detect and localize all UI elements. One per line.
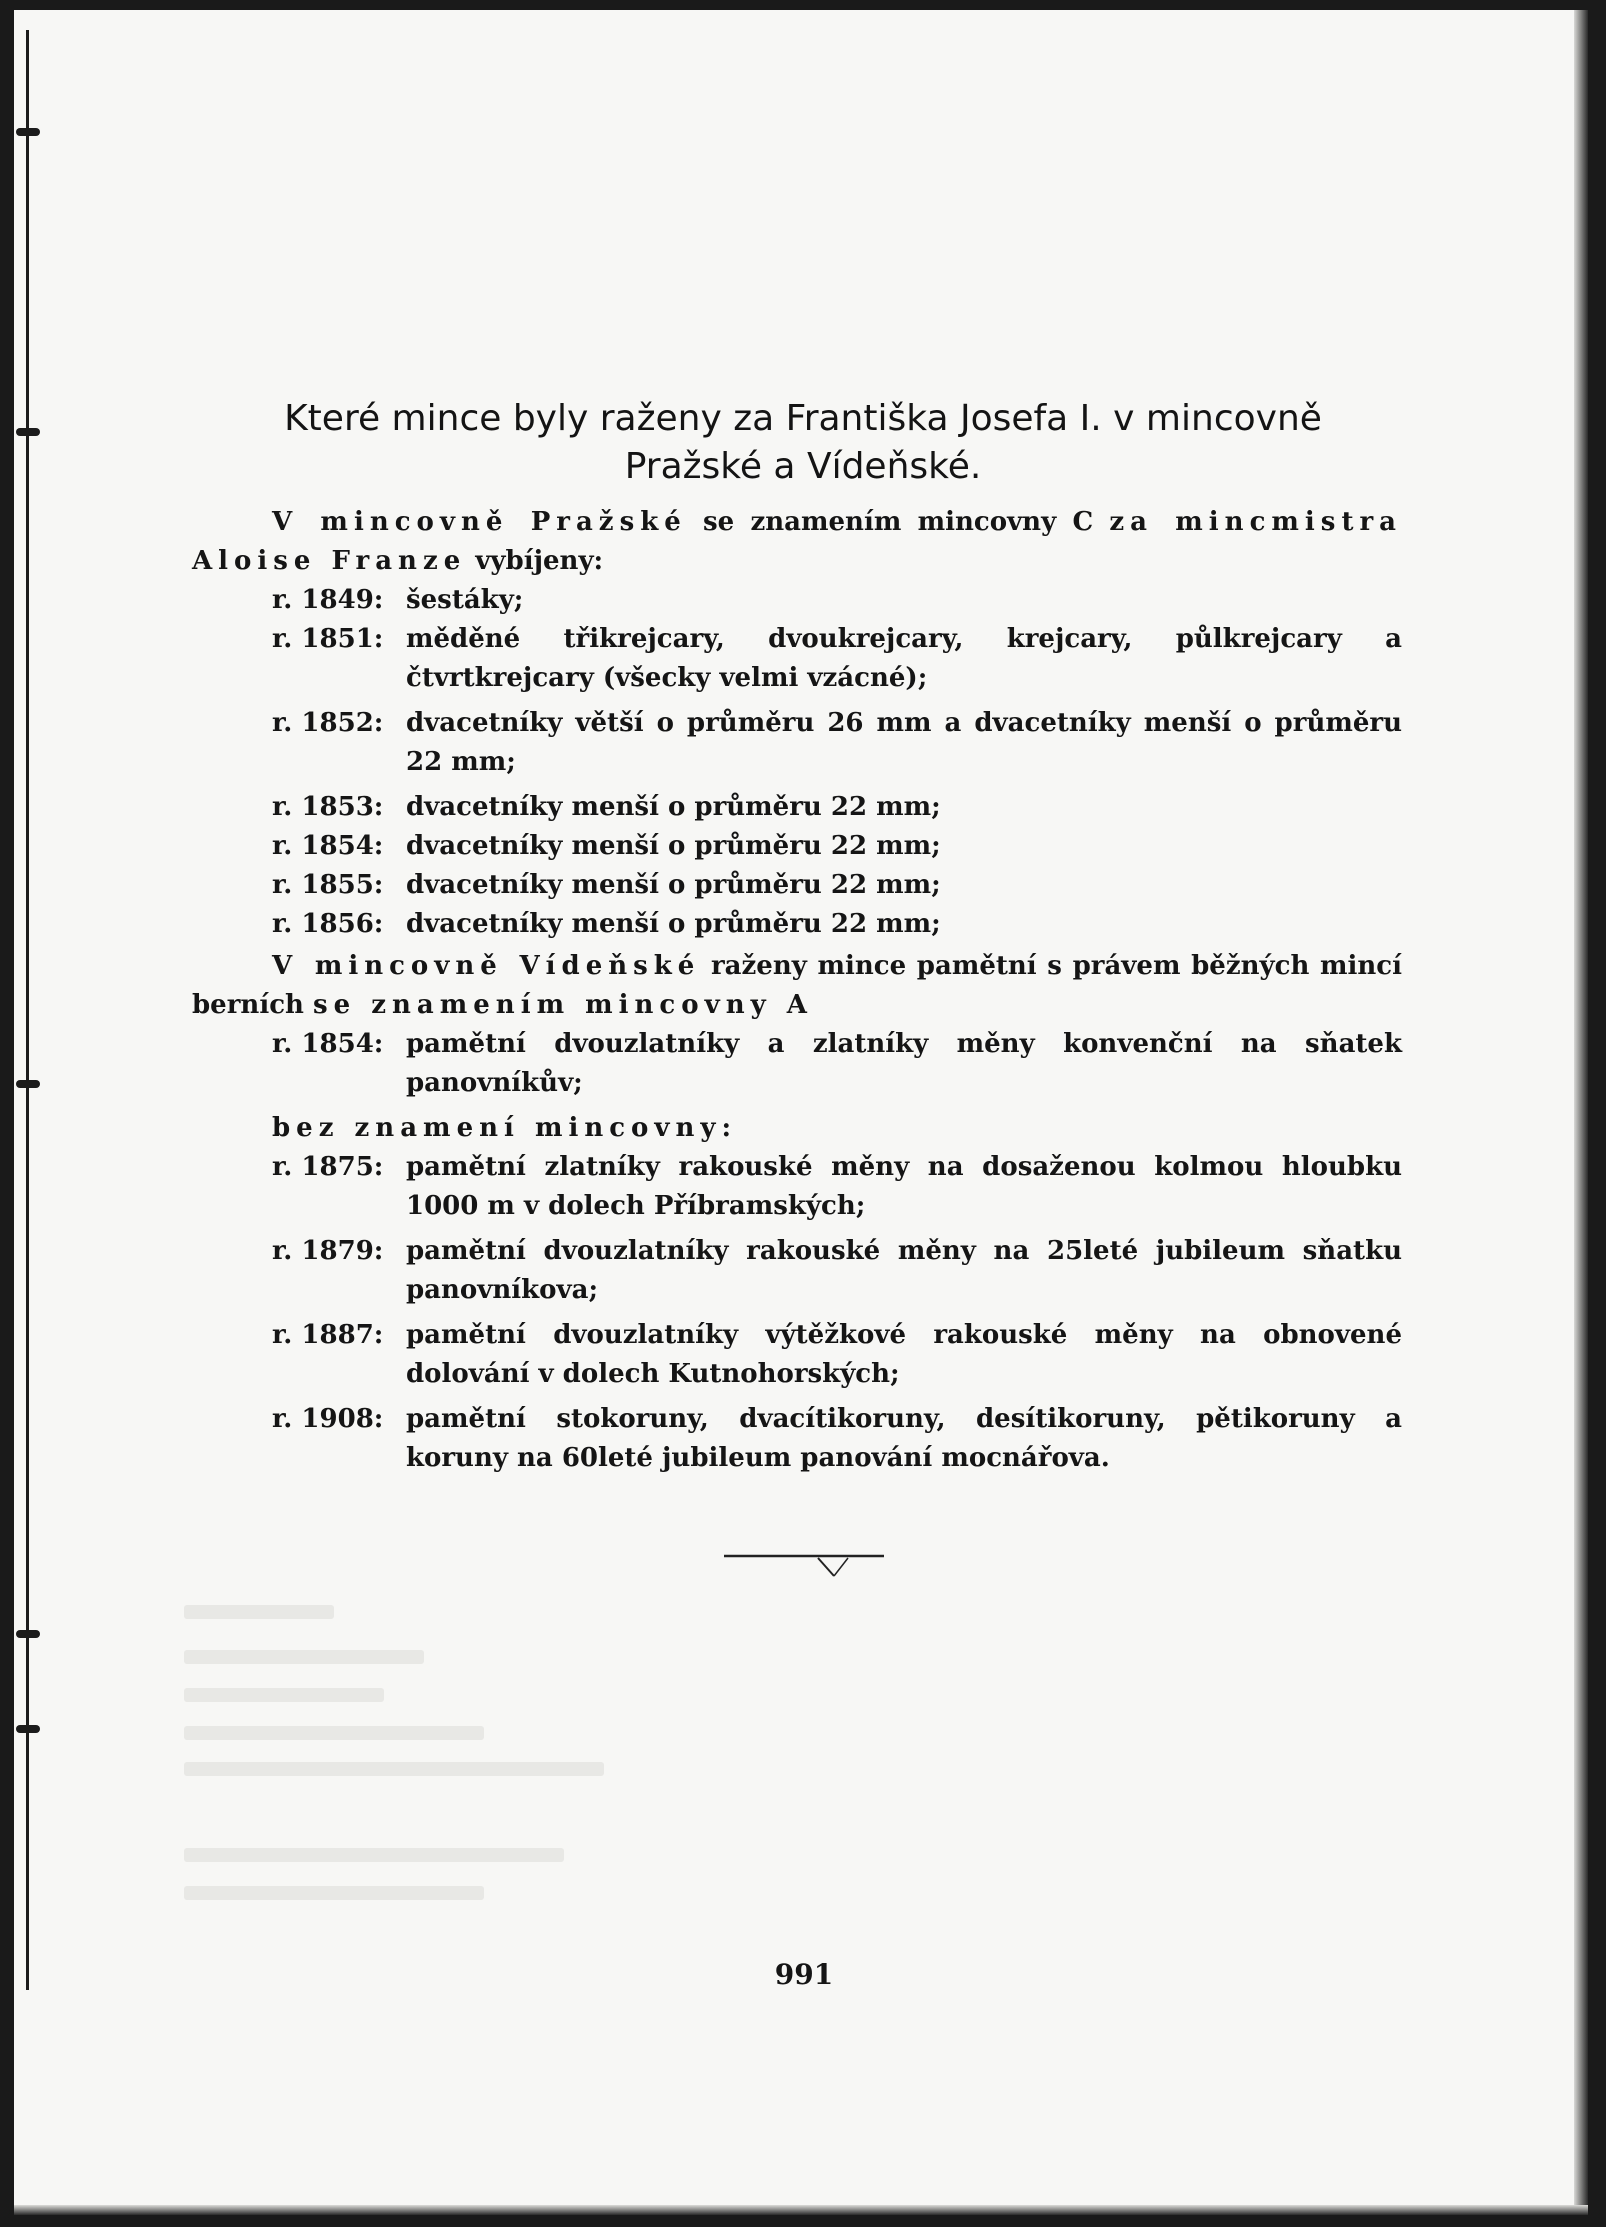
entry-year: r. 1908: bbox=[272, 1404, 384, 1434]
list-item bbox=[272, 1400, 1402, 1478]
entry-year: r. 1856: bbox=[272, 909, 384, 939]
vienna-intro bbox=[192, 947, 1402, 1025]
content bbox=[192, 503, 1402, 1478]
list-item bbox=[272, 827, 1402, 866]
prague-mark-text: se znamením mincovny C bbox=[686, 507, 1110, 537]
binding-line bbox=[26, 30, 29, 1990]
prague-intro bbox=[192, 503, 1402, 581]
entry-text: dvacetníky menší o průměru 22 mm; bbox=[406, 909, 941, 939]
page-edge-bottom bbox=[14, 2205, 1588, 2215]
entry-text: pamětní stokoruny, dvacítikoruny, desítikoruny, pětikoruny a koruny na 60leté jubileum panování mocnářova. bbox=[406, 1404, 1402, 1473]
entry-text: měděné třikrejcary, dvoukrejcary, krejcary, půlkrejcary a čtvrtkrejcary (všecky velmi vzácné); bbox=[406, 624, 1402, 693]
entry-text: dvacetníky menší o průměru 22 mm; bbox=[406, 792, 941, 822]
entry-text: šestáky; bbox=[406, 585, 524, 615]
title-line-2: Pražské a Vídeňské. bbox=[624, 446, 982, 487]
prague-mint-name: V mincovně Pražské bbox=[272, 507, 687, 537]
entry-year: r. 1852: bbox=[272, 708, 384, 738]
entry-year: r. 1875: bbox=[272, 1152, 384, 1182]
binding-mark bbox=[16, 1725, 40, 1733]
binding-mark bbox=[16, 1630, 40, 1638]
entry-year: r. 1854: bbox=[272, 831, 384, 861]
list-item bbox=[272, 581, 1402, 620]
vienna-intro-text: raženy mince pamětní s právem běžných mincí berních bbox=[192, 951, 1402, 1020]
entry-text: dvacetníky větší o průměru 26 mm a dvacetníky menší o průměru 22 mm; bbox=[406, 708, 1402, 777]
list-item bbox=[272, 905, 1402, 944]
entry-year: r. 1879: bbox=[272, 1236, 384, 1266]
page-title bbox=[190, 395, 1416, 491]
list-item bbox=[272, 1148, 1402, 1226]
bleed-through bbox=[184, 1605, 334, 1619]
entry-year: r. 1849: bbox=[272, 585, 384, 615]
prague-mintmaster: za mincmistra Aloise Franze bbox=[192, 507, 1402, 576]
entry-year: r. 1855: bbox=[272, 870, 384, 900]
entry-text: pamětní dvouzlatníky výtěžkové rakouské měny na obnovené dolování v dolech Kutnohorských; bbox=[406, 1320, 1402, 1389]
vienna-mint-name: V mincovně Vídeňské bbox=[272, 951, 701, 981]
binding-mark bbox=[16, 428, 40, 436]
prague-intro-end: vybíjeny: bbox=[466, 546, 604, 576]
entry-year: r. 1851: bbox=[272, 624, 384, 654]
binding-mark bbox=[16, 1080, 40, 1088]
list-item bbox=[272, 704, 1402, 782]
bleed-through bbox=[184, 1886, 484, 1900]
bleed-through bbox=[184, 1688, 384, 1702]
page-edge-right bbox=[1574, 10, 1588, 2215]
list-item bbox=[272, 1025, 1402, 1103]
vienna-mark-text: se znamením mincovny A bbox=[313, 990, 813, 1020]
title-line-1: Které mince byly raženy za Františka Josefa I. v mincovně bbox=[284, 398, 1322, 439]
entry-text: pamětní zlatníky rakouské měny na dosaženou kolmou hloubku 1000 m v dolech Příbramských; bbox=[406, 1152, 1402, 1221]
entry-text: pamětní dvouzlatníky a zlatníky měny konvenční na sňatek panovníkův; bbox=[406, 1029, 1402, 1098]
entry-text: dvacetníky menší o průměru 22 mm; bbox=[406, 831, 941, 861]
list-item bbox=[272, 620, 1402, 698]
entry-text: pamětní dvouzlatníky rakouské měny na 25leté jubileum sňatku panovníkova; bbox=[406, 1236, 1402, 1305]
entry-year: r. 1854: bbox=[272, 1029, 384, 1059]
bleed-through bbox=[184, 1762, 604, 1776]
page bbox=[14, 10, 1588, 2215]
bleed-through bbox=[184, 1650, 424, 1664]
no-mark-heading: bez znamení mincovny: bbox=[272, 1113, 738, 1143]
section-end-ornament bbox=[722, 1548, 886, 1588]
entry-year: r. 1853: bbox=[272, 792, 384, 822]
bleed-through bbox=[184, 1726, 484, 1740]
page-number: 991 bbox=[774, 1958, 834, 1991]
list-item bbox=[272, 788, 1402, 827]
binding-mark bbox=[16, 128, 40, 136]
list-item bbox=[272, 1232, 1402, 1310]
bleed-through bbox=[184, 1848, 564, 1862]
list-item bbox=[272, 1316, 1402, 1394]
entry-text: dvacetníky menší o průměru 22 mm; bbox=[406, 870, 941, 900]
entry-year: r. 1887: bbox=[272, 1320, 384, 1350]
list-item bbox=[272, 866, 1402, 905]
